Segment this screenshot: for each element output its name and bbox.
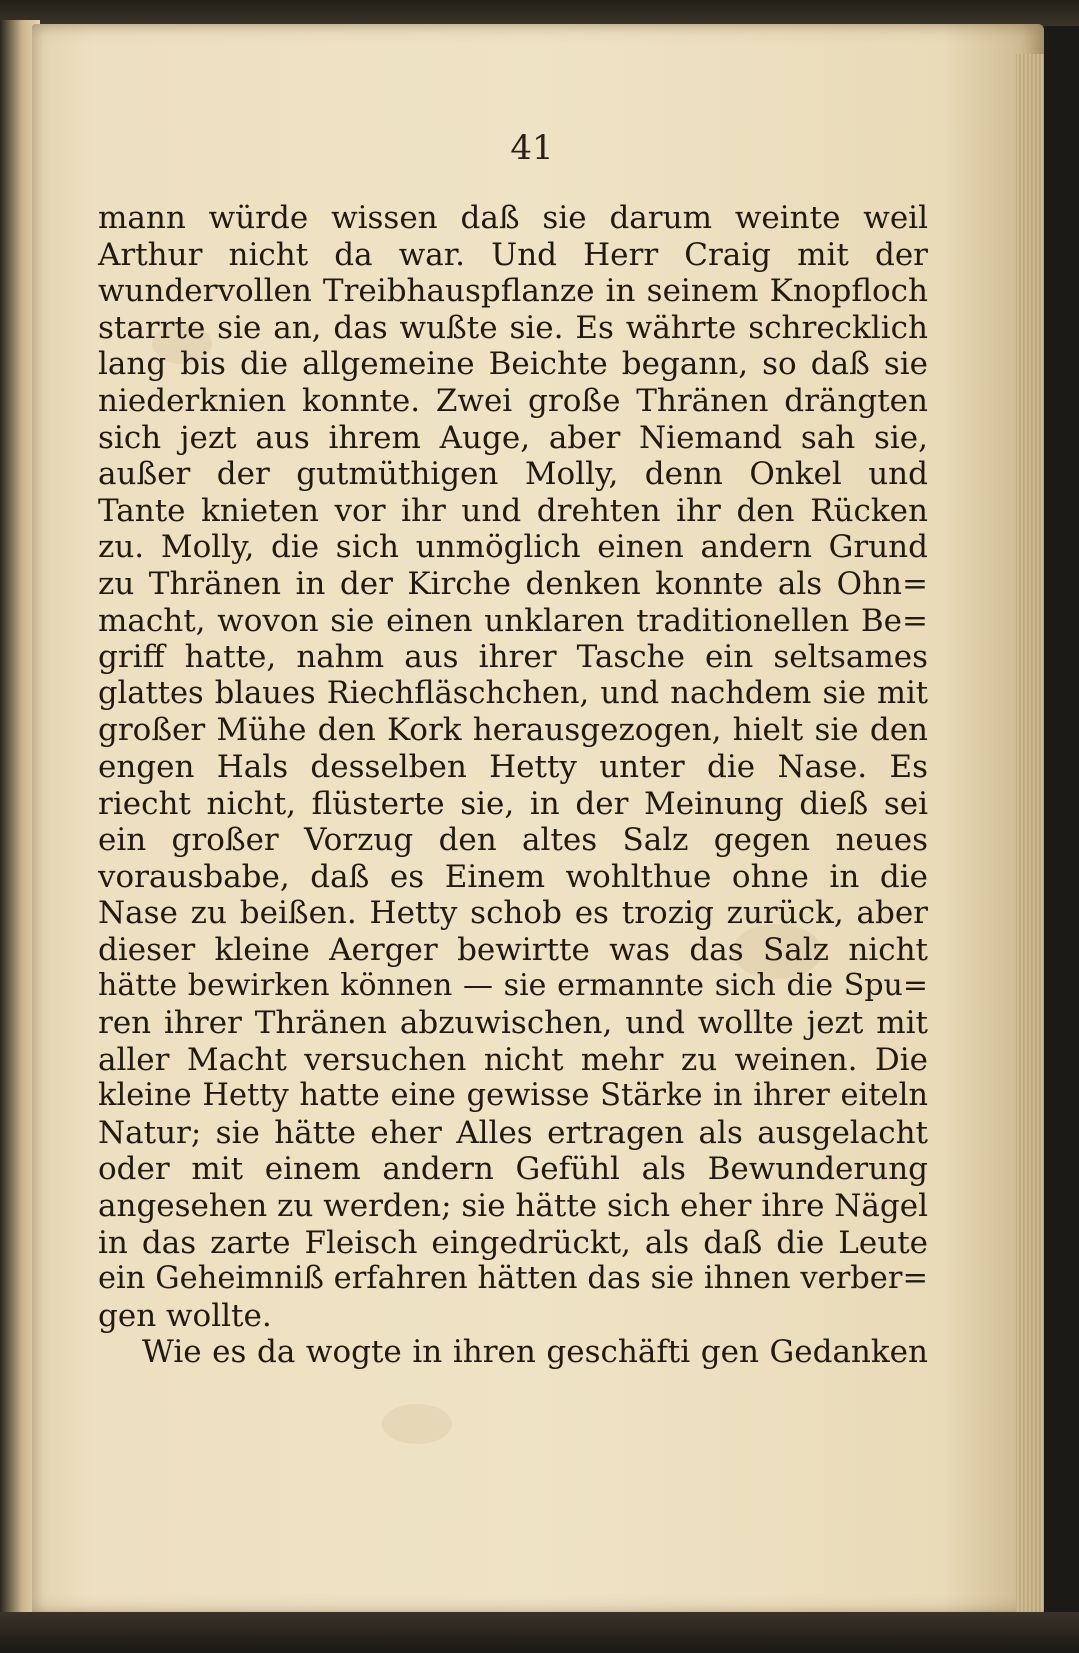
text-line: mann würde wissen daß sie darum weinte weil [98,200,928,236]
text-line: gen wollte. [98,1297,272,1334]
text-line: kleine Hetty hatte eine gewisse Stärke in ihrer eiteln [98,1078,928,1114]
text-line: dieser kleine Aerger bewirtte was das Salz nicht [98,931,928,968]
text-line: aller Macht versuchen nicht mehr zu weinen. Die [98,1041,928,1078]
book-cover-top [0,0,1079,26]
text-line: glattes blaues Riechfläschchen, und nachdem sie mit [98,675,928,711]
text-line: angesehen zu werden; sie hätte sich eher ihre Nägel [98,1188,928,1225]
text-line: wundervollen Treibhauspflanze in seinem Knopfloch [98,273,928,310]
body-text [98,200,928,1371]
text-line: ren ihrer Thränen abzuwischen, und wollte jezt mit [98,1005,928,1042]
text-line: Nase zu beißen. Hetty schob es trozig zurück, aber [98,895,928,932]
text-line: ein Geheimniß erfahren hätten das sie ihnen verber= [98,1261,928,1297]
text-line: ein großer Vorzug den altes Salz gegen neues [98,822,928,859]
paper-stain [382,1404,452,1444]
text-line: hätte bewirken können — sie ermannte sich die Spu= [98,968,928,1004]
text-line: außer der gutmüthigen Molly, denn Onkel und [98,456,928,493]
text-line: vorausbabe, daß es Einem wohlthue ohne in die [98,858,928,895]
text-line: zu. Molly, die sich unmöglich einen andern Grund [98,529,928,566]
page-number: 41 [510,128,554,168]
book-cover-bottom [0,1612,1079,1653]
text-line: macht, wovon sie einen unklaren traditionellen Be= [98,602,928,639]
book-page [32,24,1044,1614]
text-line: riecht nicht, flüsterte sie, in der Meinung dieß sei [98,785,928,822]
page-edges [1016,54,1044,1624]
text-line: engen Hals desselben Hetty unter die Nase. Es [98,748,928,785]
text-line: zu Thränen in der Kirche denken konnte als Ohn= [98,565,928,602]
text-line: lang bis die allgemeine Beichte begann, so daß sie [98,346,928,383]
text-line: starrte sie an, das wußte sie. Es währte schrecklich [98,309,928,346]
text-line: niederknien konnte. Zwei große Thränen drängten [98,382,928,419]
text-line: Natur; sie hätte eher Alles ertragen als ausgelacht [98,1114,928,1151]
text-line: großer Mühe den Kork herausgezogen, hielt sie den [98,712,928,749]
text-line: oder mit einem andern Gefühl als Bewunderung [98,1151,928,1188]
text-line: Tante knieten vor ihr und drehten ihr den Rücken [98,492,928,529]
text-line: in das zarte Fleisch eingedrückt, als daß die Leute [98,1224,928,1261]
text-line: griff hatte, nahm aus ihrer Tasche ein seltsames [98,639,928,676]
text-line: sich jezt aus ihrem Auge, aber Niemand sah sie, [98,419,928,456]
text-line: Wie es da wogte in ihren geschäfti gen Gedanken [142,1334,928,1371]
text-line: Arthur nicht da war. Und Herr Craig mit der [98,236,928,273]
